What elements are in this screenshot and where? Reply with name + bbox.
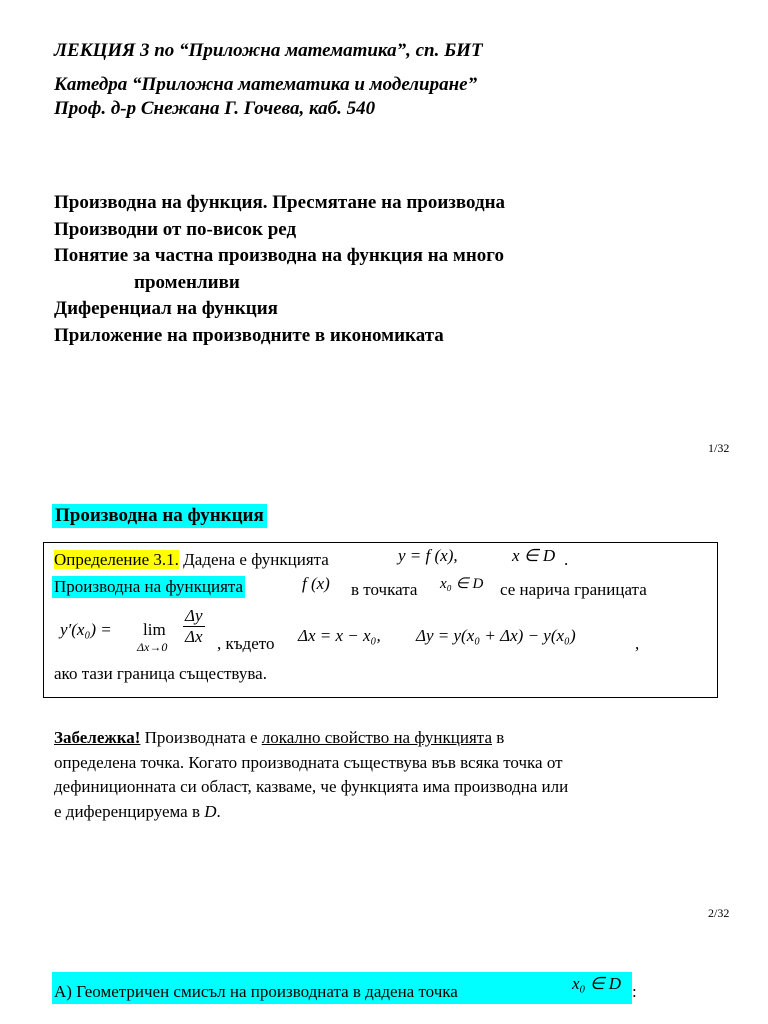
at-point-text: в точката <box>351 580 418 599</box>
remark-text-4a: е диференцируема в <box>54 802 205 821</box>
fx-formula: f (x) <box>302 574 330 593</box>
domain-letter: D <box>204 802 217 821</box>
remark-text-1: Производната е <box>140 728 262 747</box>
function-formula: y = f (x), <box>398 546 458 565</box>
section-2-title: А) Геометричен смисъл на производната в дадена точка <box>54 982 458 1001</box>
fraction-denominator: Δx <box>185 627 203 646</box>
fraction <box>183 606 205 647</box>
section-title: Производна на функция <box>52 504 267 528</box>
page-number-1: 1/32 <box>708 441 730 455</box>
professor-line: Проф. д-р Снежана Г. Гочева, каб. 540 <box>54 98 376 119</box>
called-text: се нарича границата <box>500 580 647 599</box>
where-text: , където <box>217 634 275 653</box>
remark-label: Забележка! <box>54 728 141 747</box>
remark-line-4 <box>54 802 221 822</box>
definition-label: Определение 3.1. <box>54 550 179 569</box>
period: . <box>564 550 569 569</box>
toc-item-1: Производна на функция. Пресмятане на производна <box>54 192 506 213</box>
page-number-2: 2/32 <box>708 906 730 920</box>
derivative-label: Производна на функцията <box>54 577 244 596</box>
remark-line-1 <box>54 728 504 748</box>
x0-formula: x₀ ∈ D <box>440 576 484 592</box>
toc-item-2: Производни от по-висок ред <box>54 219 297 240</box>
remark-text-2: в <box>492 728 505 747</box>
domain-formula: x ∈ D <box>512 546 556 565</box>
toc-item-3b: променливи <box>134 272 240 293</box>
section-2-colon: : <box>632 982 637 1001</box>
toc-item-5: Приложение на производните в икономиката <box>54 325 444 346</box>
remark-line-2: определена точка. Когато производната съществува във всяка точка от <box>54 753 563 772</box>
limit <box>143 620 166 640</box>
lim-subscript: Δx→0 <box>137 640 168 654</box>
difference-quotient <box>183 606 205 647</box>
lim-text: lim <box>143 620 166 639</box>
section-2-x0: x₀ ∈ D <box>572 974 622 993</box>
remark-text-4b: . <box>216 802 221 821</box>
exists-text: ако тази граница съществува. <box>54 664 267 683</box>
definition-text: Дадена е функцията <box>178 550 329 569</box>
remark-underlined: локално свойство на функцията <box>261 728 492 747</box>
definition-line-1 <box>54 550 329 570</box>
remark-line-3: дефиниционната си област, казваме, че функцията има производна или <box>54 777 569 796</box>
dx-definition: Δx = x − x₀, <box>298 626 381 645</box>
derivative-lhs: y′(x₀) = <box>60 620 112 639</box>
toc-item-4: Диференциал на функция <box>54 298 278 319</box>
dy-definition: Δy = y(x₀ + Δx) − y(x₀) <box>416 626 576 645</box>
department-line: Катедра “Приложна математика и моделиране” <box>54 74 478 95</box>
lecture-title: ЛЕКЦИЯ 3 по “Приложна математика”, сп. БИТ <box>54 40 483 61</box>
toc-item-3a: Понятие за частна производна на функция на много <box>54 245 504 266</box>
fraction-numerator: Δy <box>185 606 203 625</box>
comma: , <box>635 634 640 653</box>
